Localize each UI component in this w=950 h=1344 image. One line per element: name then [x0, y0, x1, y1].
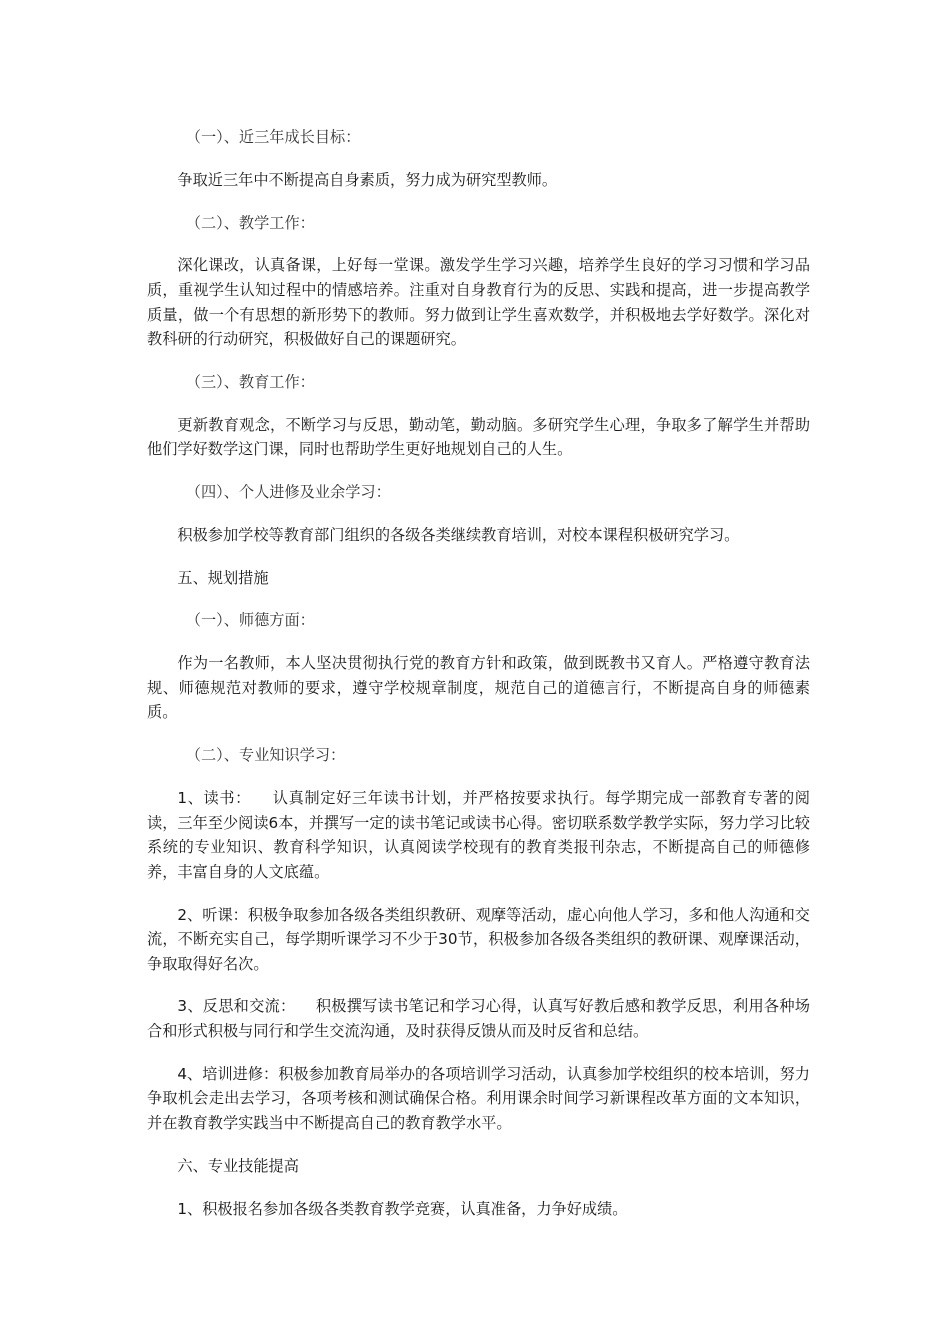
section-heading-personal-study: （四）、个人进修及业余学习： — [185, 483, 391, 502]
section-heading-teaching-work: （二）、教学工作： — [185, 213, 315, 232]
paragraph-teaching-work: 深化课改，认真备课，上好每一堂课。激发学生学习兴趣，培养学生良好的学习习惯和学习品质，重视学生认知过程中的情感培养。注重对自身教育行为的反思、实践和提高，进一步提高教学质量，做一个有思想的新形势下的教师。努力做到让学生喜欢数学，并积极地去学好数学。深化对教科研的行动研究，积极做好自己的课题研究。 — [147, 256, 810, 349]
paragraph-education-work: 更新教育观念，不断学习与反思，勤动笔，勤动脑。多研究学生心理，争取多了解学生并帮助他们学好数学这门课，同时也帮助学生更好地规划自己的人生。 — [147, 415, 810, 459]
paragraph-teacher-ethics: 作为一名教师，本人坚决贯彻执行党的教育方针和政策，做到既教书又育人。严格遵守教育法规、师德规范对教师的要求，遵守学校规章制度，规范自己的道德言行，不断提高自身的师德素质。 — [147, 654, 810, 722]
section-title-measures: 五、规划措施 — [177, 568, 269, 587]
list-item-lesson-observation: 2、听课：积极争取参加各级各类组织教研、观摩等活动，虚心向他人学习，多和他人沟通和交流，不断充实自己，每学期听课学习不少于30节，积极参加各级各类组织的教研课、观摩课活动，争取取得好名次。 — [147, 905, 810, 973]
section-heading-education-work: （三）、教育工作： — [185, 372, 315, 391]
paragraph-growth-goal: 争取近三年中不断提高自身素质，努力成为研究型教师。 — [177, 170, 558, 189]
list-item-competitions: 1、积极报名参加各级各类教育教学竞赛，认真准备，力争好成绩。 — [177, 1199, 628, 1218]
list-item-reflection: 3、反思和交流： 积极撰写读书笔记和学习心得，认真写好教后感和教学反思，利用各种场合和形式积极与同行和学生交流沟通，及时获得反馈从而及时反省和总结。 — [147, 997, 810, 1041]
section-heading-teacher-ethics: （一）、师德方面： — [185, 611, 315, 630]
section-heading-professional-knowledge: （二）、专业知识学习： — [185, 746, 346, 765]
section-title-skills: 六、专业技能提高 — [177, 1156, 299, 1175]
list-item-training: 4、培训进修：积极参加教育局举办的各项培训学习活动，认真参加学校组织的校本培训，努力争取机会走出去学习，各项考核和测试确保合格。利用课余时间学习新课程改革方面的文本知识，并在教育教学实践当中不断提高自己的教育教学水平。 — [147, 1064, 810, 1133]
section-heading-growth-goal: （一）、近三年成长目标： — [185, 128, 361, 146]
document-body — [147, 125, 810, 1239]
list-item-reading: 1、读书： 认真制定好三年读书计划，并严格按要求执行。每学期完成一部教育专著的阅读，三年至少阅读6本，并撰写一定的读书笔记或读书心得。密切联系数学教学实际，努力学习比较系统的专业知识、教育科学知识，认真阅读学校现有的教育类报刊杂志，不断提高自己的师德修养，丰富自身的人文底蕴。 — [147, 788, 810, 881]
paragraph-personal-study: 积极参加学校等教育部门组织的各级各类继续教育培训，对校本课程积极研究学习。 — [177, 525, 740, 544]
